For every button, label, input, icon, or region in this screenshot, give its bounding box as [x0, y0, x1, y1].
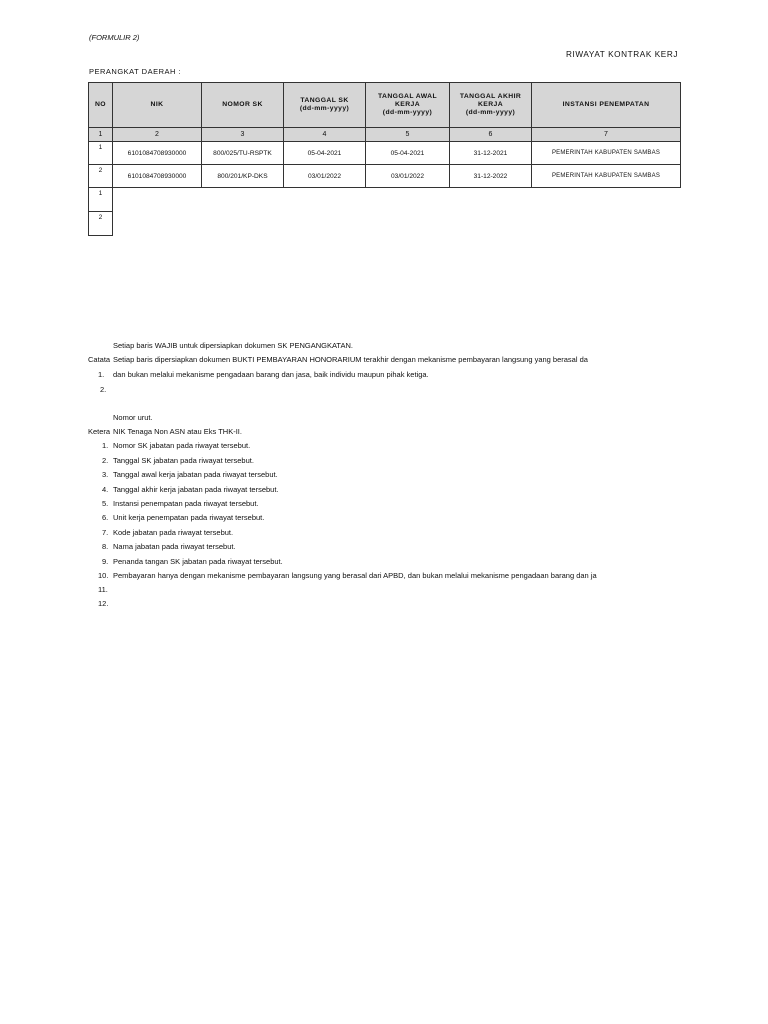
list-item-number: 11.: [98, 585, 108, 594]
row-no: 2: [89, 212, 113, 236]
row-instansi: PEMERINTAH KABUPATEN SAMBAS: [532, 142, 681, 165]
row-tanggal-akhir: 31-12-2022: [450, 165, 532, 188]
list-item-text: Tanggal SK jabatan pada riwayat tersebut.: [113, 456, 254, 465]
note-item-text: dan bukan melalui mekanisme pengadaan barang dan jasa, baik individu maupun pihak ketiga.: [113, 370, 429, 379]
list-item-number: 9.: [102, 557, 109, 566]
list-item-text: Kode jabatan pada riwayat tersebut.: [113, 528, 234, 537]
list-item-text: Tanggal akhir kerja jabatan pada riwayat tersebut.: [113, 485, 279, 494]
column-number: 1: [89, 128, 113, 142]
column-number: 6: [450, 128, 532, 142]
list-item-text: Nomor SK jabatan pada riwayat tersebut.: [113, 441, 251, 450]
row-tanggal-awal: 03/01/2022: [366, 165, 450, 188]
keterangan-prefix: Ketera: [88, 427, 111, 436]
row-nik: 6101084708930000: [113, 142, 202, 165]
row-tanggal-sk: 05-04-2021: [284, 142, 366, 165]
list-item-number: 7.: [102, 528, 109, 537]
note-item-number: 2.: [100, 385, 107, 394]
list-item-number: 1.: [102, 441, 109, 450]
contract-history-table: [88, 82, 681, 236]
row-nomor-sk: 800/201/KP-DKS: [202, 165, 284, 188]
row-no: 1: [89, 142, 113, 165]
list-item-number: 4.: [102, 485, 109, 494]
column-number: 3: [202, 128, 284, 142]
note-line-1: Setiap baris WAJIB untuk dipersiapkan dokumen SK PENGANGKATAN.: [113, 341, 353, 350]
keterangan-nik-line: NIK Tenaga Non ASN atau Eks THK-II.: [113, 427, 242, 436]
list-item-number: 5.: [102, 499, 109, 508]
note-prefix: Catata: [88, 355, 111, 364]
list-item-number: 6.: [102, 513, 109, 522]
form-label: (FORMULIR 2): [89, 33, 140, 42]
row-no: 1: [89, 188, 113, 212]
column-number: 2: [113, 128, 202, 142]
column-number: 5: [366, 128, 450, 142]
note-item-number: 1.: [98, 370, 105, 379]
row-nik: 6101084708930000: [113, 165, 202, 188]
department-label: PERANGKAT DAERAH :: [89, 67, 182, 76]
list-item-number: 3.: [102, 470, 109, 479]
keterangan-intro: Nomor urut.: [113, 413, 153, 422]
column-number: 4: [284, 128, 366, 142]
list-item-number: 12.: [98, 599, 109, 608]
list-item-number: 8.: [102, 542, 109, 551]
row-nomor-sk: 800/025/TU-RSPTK: [202, 142, 284, 165]
list-item-text: Penanda tangan SK jabatan pada riwayat tersebut.: [113, 557, 283, 566]
row-no: 2: [89, 165, 113, 188]
row-tanggal-awal: 05-04-2021: [366, 142, 450, 165]
column-header-nik: NIK: [113, 83, 202, 128]
note-line-2: Setiap baris dipersiapkan dokumen BUKTI PEMBAYARAN HONORARIUM terakhir dengan mekanisme pembayaran langsung yang berasal da: [113, 355, 588, 364]
list-item-number: 2.: [102, 456, 109, 465]
row-instansi: PEMERINTAH KABUPATEN SAMBAS: [532, 165, 681, 188]
row-tanggal-sk: 03/01/2022: [284, 165, 366, 188]
list-item-text: Pembayaran hanya dengan mekanisme pembayaran langsung yang berasal dari APBD, dan bukan melalui mekanisme pengadaan barang dan ja: [113, 571, 597, 580]
row-tanggal-akhir: 31-12-2021: [450, 142, 532, 165]
column-header-tanggal-sk: TANGGAL SK (dd-mm-yyyy): [284, 83, 366, 128]
list-item-text: Instansi penempatan pada riwayat tersebut.: [113, 499, 259, 508]
column-header-no: NO: [89, 83, 113, 128]
column-number: 7: [532, 128, 681, 142]
list-item-number: 10.: [98, 571, 109, 580]
list-item-text: Nama jabatan pada riwayat tersebut.: [113, 542, 236, 551]
column-header-nomor-sk: NOMOR SK: [202, 83, 284, 128]
column-header-tanggal-akhir: TANGGAL AKHIR KERJA (dd-mm-yyyy): [450, 83, 532, 128]
page-title: RIWAYAT KONTRAK KERJ: [566, 50, 679, 59]
column-header-tanggal-awal: TANGGAL AWAL KERJA (dd-mm-yyyy): [366, 83, 450, 128]
column-header-instansi: INSTANSI PENEMPATAN: [532, 83, 681, 128]
list-item-text: Unit kerja penempatan pada riwayat tersebut.: [113, 513, 265, 522]
list-item-text: Tanggal awal kerja jabatan pada riwayat tersebut.: [113, 470, 278, 479]
